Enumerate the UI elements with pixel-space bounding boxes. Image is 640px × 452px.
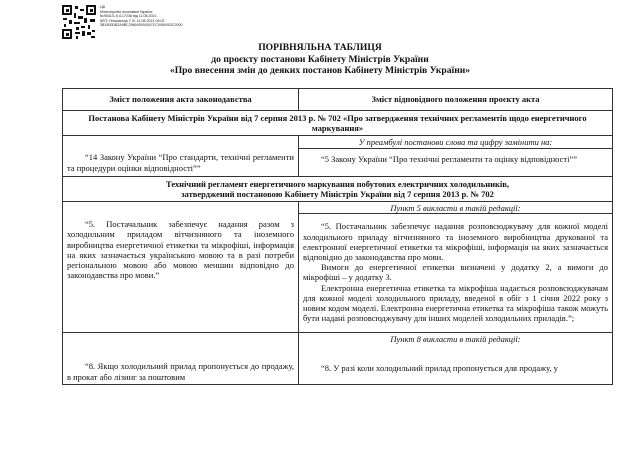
- qr-code-icon: [62, 5, 96, 39]
- stamp-line: ЦВ: [100, 5, 106, 9]
- section-heading-resolution: Постанова Кабінету Міністрів України від 7 серпня 2013 р. № 702 «Про затвердження технічних регламентів щодо енергетичного маркування»: [63, 111, 613, 136]
- draft-paragraph: Вимоги до енергетичної етикетки визначені у додатку 2, а вимоги до мікрофіші – у додатку 3.: [303, 262, 608, 283]
- section-heading-line: затверджений постановою Кабінету Міністрів України від 7 серпня 2013 р. № 702: [181, 189, 494, 200]
- amendment-instruction: У преамбулі постанови слова та цифру замінити на:: [299, 136, 612, 148]
- document-heading: [0, 42, 640, 77]
- draft-text: “5 Закону України “Про технічні регламенти та оцінку відповідності””: [321, 153, 578, 164]
- table-header-row: [63, 89, 613, 111]
- draft-text-cell: [299, 333, 613, 384]
- digital-signature-stamp: [62, 5, 183, 39]
- table-row: [63, 333, 613, 384]
- comparison-table: [62, 88, 613, 385]
- draft-paragraph: Електронна енергетична етикетка та мікрофіша надається розповсюджувачам для кожної моделі холодильного приладу, введеної в обіг з 1 січня 2022 року з новим кодом моделі. Електронна енергетична етикетка та мікрофіша також можуть бути надані розповсюджувачу для інших моделей холодильних приладів.”;: [303, 282, 608, 324]
- current-text-cell: “14 Закону України “Про стандарти, технічні регламенти та процедури оцінки відповідності””: [63, 136, 299, 176]
- current-text-cell: “5. Постачальник забезпечує надання разом з холодильним приладом вітчизняного та іноземного виробництва енергетичної етикетки та мікрофіші, інформація на яких зазначається українською мовою та в разі потреби регіональною мовою або мовою меншин відповідно до законодавства про мови.”: [63, 202, 299, 333]
- amendment-instruction: Пункт 5 викласти в такій редакції:: [299, 202, 612, 214]
- section-row: [63, 176, 613, 201]
- stamp-text: [100, 5, 183, 28]
- section-heading-regulation: [63, 176, 613, 201]
- document-title: ПОРІВНЯЛЬНА ТАБЛИЦЯ: [258, 42, 382, 53]
- draft-text: “8. У разі коли холодильний прилад пропонується для продажу, у: [321, 362, 558, 373]
- draft-text-cell: [299, 136, 613, 176]
- document-subtitle: до проєкту постанови Кабінету Міністрів України: [211, 53, 429, 65]
- table-row: [63, 202, 613, 333]
- stamp-line: 3B1500DB2A9BC298040000007CC0060002C2000: [100, 23, 183, 28]
- section-row: [63, 111, 613, 136]
- current-text-cell: “8. Якщо холодильний прилад пропонується до продажу, в прокат або лізинг за поштовим: [63, 333, 299, 384]
- document-act-title: «Про внесення змін до деяких постанов Кабінету Міністрів України»: [169, 65, 471, 76]
- draft-text: [299, 214, 612, 332]
- stamp-line: №9041/1.5.4-17236 від 11.08.2021: [100, 14, 157, 19]
- stamp-line: КЕП: Гетьманчук Г. В. 11.08.2021 09:02: [100, 18, 165, 23]
- stamp-line: Міністерство економіки України: [100, 9, 153, 14]
- amendment-instruction: Пункт 8 викласти в такій редакції:: [390, 334, 521, 345]
- draft-text-cell: [299, 202, 613, 333]
- column-header-current: Зміст положення акта законодавства: [63, 89, 299, 111]
- table-row: [63, 136, 613, 176]
- column-header-draft: Зміст відповідного положення проєкту акта: [299, 89, 613, 111]
- draft-paragraph: “5. Постачальник забезпечує надання розповсюджувачу для кожної моделі холодильного приладу вітчизняного та іноземного виробництва друкованої та електронної енергетичної етикетки та мікрофіші, інформація на яких зазначається відповідно до законодавства про мови.: [303, 221, 608, 263]
- section-heading-line: Технічний регламент енергетичного маркування побутових електричних холодильників,: [165, 178, 510, 189]
